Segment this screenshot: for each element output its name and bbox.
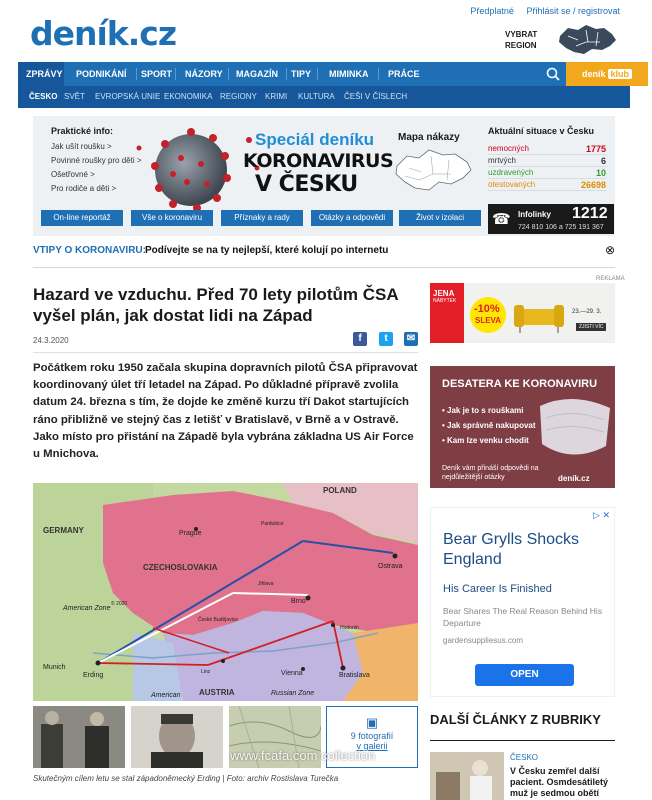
nav-item-podnikani[interactable]: PODNIKÁNÍ (76, 69, 127, 79)
nav-item-miminka[interactable]: MIMINKA (329, 69, 369, 79)
czech-map-icon[interactable] (556, 22, 618, 56)
map-label-austria: AUSTRIA (199, 688, 235, 697)
decalogue-item: • Jak správně nakupovat (442, 421, 536, 430)
jena-cta[interactable]: ZJISTI VÍC (576, 323, 606, 331)
stat-value: 10 (595, 168, 606, 178)
decalogue-brand: deník.cz (558, 474, 590, 483)
map-label-prague: Prague (179, 530, 202, 537)
subnav-item-svet[interactable]: SVĚT (64, 92, 85, 101)
map-label-russian-zone: Russian Zone (271, 690, 315, 697)
jena-brand: JENA (433, 289, 455, 298)
stat-value: 6 (600, 156, 606, 166)
klub-prefix: deník (581, 69, 606, 79)
gallery-link: v galerii (356, 741, 388, 751)
top-links (460, 6, 620, 16)
article-date: 24.3.2020 (33, 336, 69, 345)
jena-sub: NÁBYTEK (433, 298, 457, 304)
map-label-erding: Erding (83, 672, 104, 679)
jokes-banner[interactable] (33, 242, 615, 260)
stat-label: nemocných (488, 144, 529, 153)
nav-item-prace[interactable]: PRÁCE (388, 69, 420, 79)
search-icon (540, 62, 566, 86)
corona-decalogue-ad[interactable] (430, 366, 615, 488)
site-logo[interactable]: deník.cz (30, 14, 177, 53)
nav-separator (175, 68, 176, 80)
map-label-bratislava: Bratislava (339, 672, 370, 679)
map-label-year: © 2020 (111, 601, 128, 607)
gallery-thumbnail[interactable] (33, 706, 125, 768)
practical-info-title: Praktické info: (51, 126, 114, 136)
subnav-item-eu[interactable]: EVROPSKÁ UNIE (95, 92, 161, 101)
map-label-ostrava: Ostrava (378, 563, 403, 570)
sofa-image (512, 295, 566, 335)
stats-title: Aktuální situace v Česku (488, 126, 595, 136)
map-label-jihlava: Jihlava (258, 581, 274, 587)
stat-value: 1775 (585, 144, 606, 154)
isolation-button[interactable]: Život v izolaci (399, 210, 481, 226)
hotline-secondary-numbers: 724 810 106 a 725 191 367 (518, 224, 604, 231)
login-link[interactable]: Přihlásit se / registrovat (526, 6, 620, 16)
map-label-linz: Linz (201, 669, 211, 675)
stat-row-dead (488, 156, 606, 167)
article-title: Hazard ve vzduchu. Před 70 lety pilotům ČSA vyšel plán, jak dostat lidi na Západ (33, 285, 398, 325)
article-map-image[interactable] (33, 483, 418, 701)
klub-suffix: klub (608, 69, 633, 79)
infection-map-title[interactable]: Mapa nákazy (398, 132, 460, 143)
online-report-button[interactable]: On-line reportáž (41, 210, 123, 226)
ad-description: Bear Shares The Real Reason Behind His Departure (443, 606, 603, 628)
divider (33, 352, 418, 353)
phone-icon: ☎ (492, 211, 511, 228)
coronavirus-special-box (33, 116, 615, 236)
stat-label: uzdravených (488, 168, 534, 177)
nav-separator (317, 68, 318, 80)
jena-dates: 23.—29. 3. (572, 309, 602, 315)
hotline-box[interactable] (488, 204, 614, 234)
map-label-pardubice: Pardubice (261, 521, 284, 527)
jokes-text[interactable]: Podívejte se na ty nejlepší, které kolují po internetu (145, 245, 389, 256)
article-perex: Počátkem roku 1950 začala skupina dopravních pilotů ČSA připravovat koordinovaný úlet tří letadel na Západ. Po důkladné přípravě zvolila datum 24. března s tím, že dojde ke změně kurzu tří Dakot startujících ráno přibližně ve stejný čas z letišť v Bratislavě, v Brně a v Ostravě. Jako místo pro přistání na Západě byla vybrána základna US Air Force u Mnichova. (33, 362, 418, 461)
nav-item-tipy[interactable]: TIPY (291, 69, 312, 79)
nav-item-magazin[interactable]: MAGAZÍN (236, 69, 278, 79)
info-link-osetrovne[interactable]: Ošetřovné > (51, 170, 95, 179)
info-link-povinne-rousky[interactable]: Povinné roušky pro děti > (51, 156, 142, 165)
ad-choices-icon[interactable]: ▷ ✕ (593, 510, 610, 520)
stat-row-recovered (488, 168, 606, 179)
decalogue-footer: Deník vám přináší odpovědi na nejdůležitější otázky (442, 465, 539, 481)
jokes-label: VTIPY O KORONAVIRU: (33, 245, 146, 256)
gallery-thumbnail[interactable] (131, 706, 223, 768)
ad-headline[interactable]: Bear Grylls Shocks England (443, 531, 580, 568)
map-label-poland: POLAND (323, 486, 357, 495)
map-label-czechoslovakia: CZECHOSLOVAKIA (143, 563, 218, 572)
special-headline-line2[interactable]: V ČESKU (255, 172, 358, 197)
watermark: www.fcafa.com collection (230, 748, 376, 763)
special-headline-line1[interactable]: KORONAVIRUS (243, 150, 394, 172)
divider (33, 267, 615, 268)
nav-separator (378, 68, 379, 80)
more-article-category[interactable]: ČESKO (510, 753, 539, 762)
info-link-rousku[interactable]: Jak ušít roušku > (51, 142, 112, 151)
map-label-brno: Brno (291, 598, 306, 605)
infection-map-icon[interactable] (393, 146, 475, 196)
subnav-item-kultura[interactable]: KULTURA (298, 92, 335, 101)
jena-sleva: SLEVA (475, 316, 502, 325)
faq-button[interactable]: Otázky a odpovědi (311, 210, 393, 226)
nav-item-nazory[interactable]: NÁZORY (185, 69, 223, 79)
symptoms-button[interactable]: Příznaky a rady (221, 210, 303, 226)
special-title[interactable]: Speciál deníku (255, 130, 375, 149)
region-label-line1: VYBRAT (505, 30, 538, 39)
ad-open-button[interactable]: OPEN (475, 664, 574, 686)
hotline-number: 1212 (572, 205, 608, 222)
nav-item-zpravy[interactable]: ZPRÁVY (18, 62, 64, 86)
map-label-american: American (151, 692, 181, 699)
gallery-count: 9 fotografií (350, 731, 394, 741)
map-label-ceske-budejovice: České Budějovice (198, 617, 239, 623)
map-label-american-zone: American Zone (63, 605, 111, 612)
decalogue-item: • Jak je to s rouškami (442, 406, 524, 415)
sub-nav (18, 86, 630, 108)
info-link-pro-rodice[interactable]: Pro rodiče a děti > (51, 184, 117, 193)
map-label-vienna: Vienna (281, 670, 303, 677)
image-caption: Skutečným cílem letu se stal západoněmecký Erding | Foto: archiv Rostislava Turečka (33, 774, 339, 783)
stat-label: mrtvých (488, 156, 516, 165)
subscription-link[interactable]: Předplatné (470, 6, 514, 16)
map-label-munich: Munich (43, 664, 66, 671)
search-button[interactable] (540, 62, 566, 86)
subnav-item-ekonomika[interactable]: EKONOMIKA (164, 92, 213, 101)
facebook-share-icon[interactable]: f (353, 332, 367, 346)
nav-item-sport[interactable]: SPORT (141, 69, 173, 79)
more-articles-title: DALŠÍ ČLÁNKY Z RUBRIKY (430, 712, 601, 727)
gallery-icon: ▣ (365, 715, 379, 730)
main-nav (18, 62, 630, 86)
stat-value: 26698 (580, 180, 606, 190)
denik-klub-button[interactable] (566, 62, 648, 86)
jena-discount: -10% (474, 303, 500, 315)
subnav-item-cesi-v-cislech[interactable]: ČEŠI V ČÍSLECH (344, 92, 408, 101)
bear-grylls-ad[interactable] (430, 507, 615, 697)
decalogue-title: DESATERA KE KORONAVIRU (442, 378, 598, 390)
region-selector[interactable] (505, 29, 537, 51)
decalogue-item: • Kam lze venku chodit (442, 436, 529, 445)
all-about-corona-button[interactable]: Vše o koronaviru (131, 210, 213, 226)
map-label-hodonin: Hodonín (340, 625, 359, 631)
region-label-line2: REGION (505, 41, 537, 50)
map-label-germany: GERMANY (43, 526, 84, 535)
subnav-item-krimi[interactable]: KRIMI (265, 92, 288, 101)
stat-row-sick (488, 144, 606, 155)
stat-label: otestovaných (488, 180, 536, 189)
ad-url: gardensuppliesus.com (443, 636, 524, 645)
stat-row-tested (488, 180, 606, 191)
more-article-thumbnail[interactable] (430, 752, 504, 800)
site-header (0, 0, 652, 62)
subnav-item-cesko[interactable]: ČESKO (29, 92, 58, 101)
email-share-icon[interactable]: ✉ (404, 332, 418, 346)
face-mask-image (530, 386, 615, 466)
ad-label: REKLAMA (596, 276, 625, 282)
divider (430, 740, 615, 741)
twitter-share-icon[interactable]: t (379, 332, 393, 346)
close-icon[interactable]: ⊗ (604, 243, 615, 257)
more-article-headline[interactable]: V Česku zemřel další pacient. Osmdesátiletý muž je sedmou obětí (510, 766, 609, 798)
subnav-item-regiony[interactable]: REGIONY (220, 92, 257, 101)
hotline-label: Infolinky (518, 210, 551, 219)
ad-subheadline: His Career Is Finished (443, 583, 552, 595)
jena-furniture-ad[interactable] (430, 283, 615, 343)
